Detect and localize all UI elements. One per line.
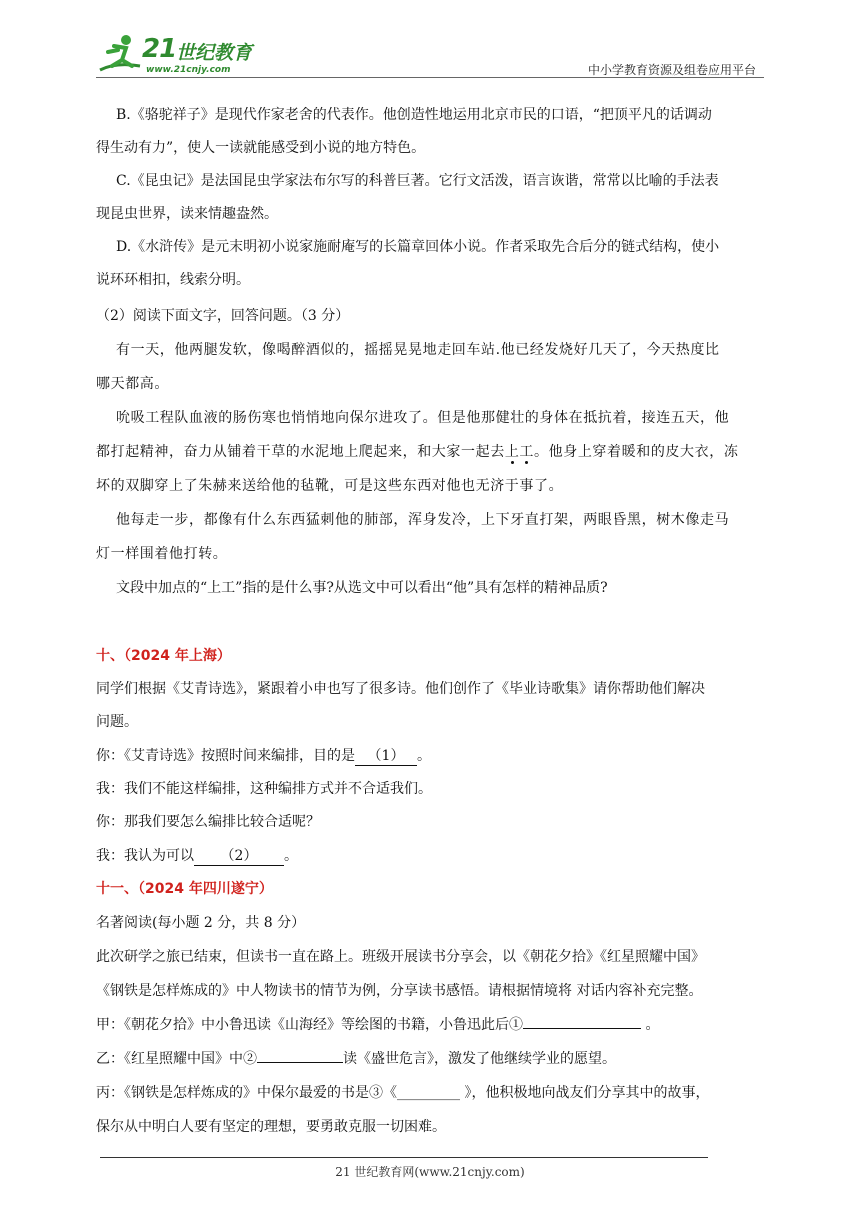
passage-para1-line1: 有一天，他两腿发软，像喝醉酒似的，摇摇晃晃地走回车站.他已经发烧好几天了，今天热度比 [116, 342, 720, 358]
header-divider [96, 77, 764, 78]
logo-text: 世纪教育 [176, 42, 253, 64]
option-c-line1: C.《昆虫记》是法国昆虫学家法布尔写的科普巨著。它行文活泼，语言诙谐，常常以比喻的手法表 [116, 173, 719, 189]
site-logo [96, 30, 266, 78]
passage-para3-line1: 他每走一步，都像有什么东西猛刺他的肺部，浑身发冷，上下牙直打架，两眼昏黑，树木像走马 [116, 512, 730, 528]
question-2-prompt: 文段中加点的“上工”指的是什么事?从选文中可以看出“他”具有怎样的精神品质? [116, 580, 608, 596]
dialogue-line-2: 我：我们不能这样编排，这种编排方式并不合适我们。 [96, 781, 432, 797]
answer-blank-5: _________ [397, 1085, 460, 1101]
section-10-heading: 十、（2024 年上海） [96, 648, 231, 664]
section-11-intro-line1: 此次研学之旅已结束，但读书一直在路上。班级开展读书分享会，以《朝花夕拾》《红星照耀中国》 [96, 949, 705, 965]
dialogue-line-4 [96, 840, 764, 873]
answer-blank-2: （2） [194, 847, 284, 866]
option-d-line2: 说环环相扣，线索分明。 [96, 272, 250, 288]
footer-divider [100, 1157, 708, 1158]
dialogue-yi [96, 1043, 764, 1076]
dialogue-text: 》，他积极地向战友们分享其中的故事， [460, 1085, 710, 1101]
logo-number: 21 [142, 34, 177, 64]
page-footer: 21 世纪教育网(www.21cnjy.com) [335, 1165, 525, 1179]
dialogue-jia [96, 1009, 764, 1042]
option-c-line2: 现昆虫世界，读来情趣盎然。 [96, 206, 278, 222]
passage-para2-line1: 吮吸工程队血液的肠伤寒也悄悄地向保尔进攻了。但是他那健壮的身体在抵抗着，接连五天，他 [116, 410, 730, 426]
header-platform-text: 中小学教育资源及组卷应用平台 [587, 63, 756, 77]
logo-url: www.21cnjy.com [146, 65, 231, 75]
section-11-heading: 十一、（2024 年四川遂宁） [96, 881, 273, 897]
section-11-intro-line2: 《钢铁是怎样炼成的》中人物读书的情节为例，分享读书感悟。请根据情境将 对话内容补充完整。 [96, 983, 703, 999]
emphasis-char: 上 [504, 444, 520, 460]
section-10-intro-line1: 同学们根据《艾青诗选》，紧跟着小申也写了很多诗。他们创作了《毕业诗歌集》请你帮助他们解决 [96, 681, 705, 697]
page-header [96, 30, 764, 80]
answer-blank-1: （1） [355, 747, 417, 766]
dialogue-line-3: 你：那我们要怎么编排比较合适呢？ [96, 814, 320, 830]
dialogue-text: 。 [284, 848, 298, 864]
dialogue-line-1 [96, 740, 764, 773]
option-d-line1: D.《水浒传》是元末明初小说家施耐庵写的长篇章回体小说。作者采取先合后分的链式结构，使小 [116, 239, 720, 255]
question-2-title: （2）阅读下面文字，回答问题。（3 分） [96, 308, 350, 324]
answer-blank-3 [523, 1028, 641, 1029]
section-10-intro-line2: 问题。 [96, 714, 138, 730]
dialogue-bing [96, 1077, 764, 1110]
passage-para1-line2: 哪天都高。 [96, 376, 169, 392]
dialogue-text: 。 [417, 748, 431, 764]
section-11-subtitle: 名著阅读(每小题 2 分，共 8 分） [96, 915, 306, 931]
dialogue-text: 。 [641, 1017, 660, 1033]
runner-icon [96, 32, 144, 78]
emphasis-char: 工 [519, 444, 535, 460]
dialogue-text: 乙：《红星照耀中国》中② [96, 1051, 257, 1067]
passage-para3-line2: 灯一样围着他打转。 [96, 546, 228, 562]
passage-para2-line3: 坏的双脚穿上了朱赫来送给他的毡靴，可是这些东西对他也无济于事了。 [96, 478, 564, 494]
dialogue-text: 我：我认为可以 [96, 848, 194, 864]
answer-blank-4 [257, 1062, 343, 1063]
passage-text: 都打起精神，奋力从铺着干草的水泥地上爬起来，和大家一起去 [96, 444, 505, 460]
passage-text: 。他身上穿着暖和的皮大衣，冻 [534, 444, 739, 460]
dialogue-text: 丙：《钢铁是怎样炼成的》中保尔最爱的书是③《 [96, 1085, 397, 1101]
dialogue-text: 甲：《朝花夕拾》中小鲁迅读《山海经》等绘图的书籍，小鲁迅此后① [96, 1017, 523, 1033]
passage-para2-line2 [96, 436, 764, 469]
option-b-line2: 得生动有力”，使人一读就能感受到小说的地方特色。 [96, 140, 426, 156]
option-b-line1: B.《骆驼祥子》是现代作家老舍的代表作。他创造性地运用北京市民的口语，“把顶平凡的话调动 [116, 107, 712, 123]
dialogue-text: 读《盛世危言》，激发了他继续学业的愿望。 [343, 1051, 616, 1067]
dialogue-bing-line2: 保尔从中明白人要有坚定的理想，要勇敢克服一切困难。 [96, 1119, 446, 1135]
dialogue-text: 你：《艾青诗选》按照时间来编排，目的是 [96, 748, 355, 764]
